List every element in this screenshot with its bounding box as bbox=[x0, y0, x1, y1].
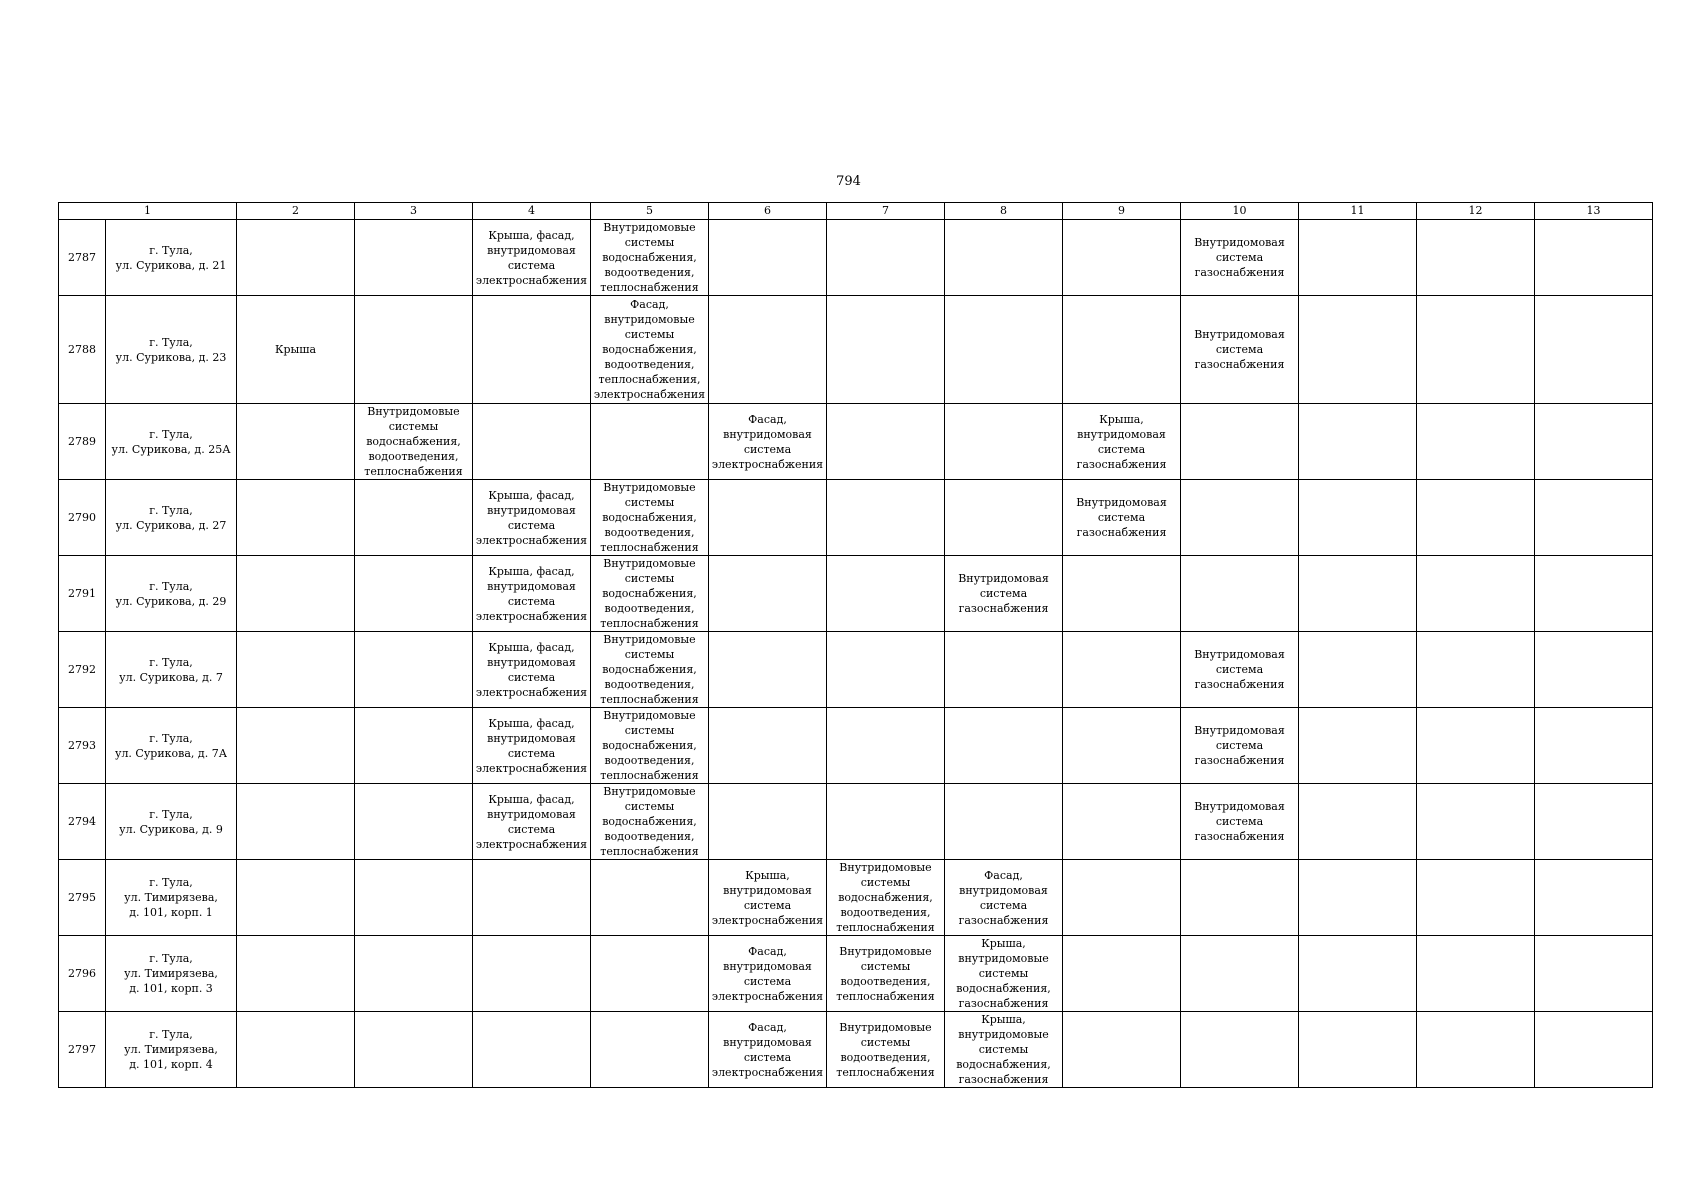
work-cell-col-10 bbox=[1181, 404, 1299, 480]
row-number: 2794 bbox=[59, 784, 106, 860]
address-cell bbox=[106, 784, 237, 860]
address-cell bbox=[106, 220, 237, 296]
work-cell-col-5: Внутридомовые системы водоснабжения, водоотведения, теплоснабжения bbox=[591, 556, 709, 632]
work-cell-col-6 bbox=[709, 480, 827, 556]
row-number: 2791 bbox=[59, 556, 106, 632]
address-line: д. 101, корп. 3 bbox=[129, 982, 213, 995]
work-cell-col-10: Внутридомовая система газоснабжения bbox=[1181, 784, 1299, 860]
work-cell-col-13 bbox=[1535, 784, 1653, 860]
address-line: ул. Сурикова, д. 29 bbox=[115, 594, 227, 608]
work-cell-col-3 bbox=[355, 708, 473, 784]
address-cell bbox=[106, 404, 237, 480]
column-header-10: 10 bbox=[1181, 203, 1299, 220]
work-cell-col-12 bbox=[1417, 860, 1535, 936]
work-cell-col-13 bbox=[1535, 632, 1653, 708]
address-line: г. Тула, bbox=[149, 335, 193, 349]
work-cell-col-2 bbox=[237, 936, 355, 1012]
table-row bbox=[59, 404, 1653, 480]
address-line: ул. Тимирязева, bbox=[124, 1043, 218, 1056]
work-cell-col-10: Внутридомовая система газоснабжения bbox=[1181, 296, 1299, 404]
work-cell-col-11 bbox=[1299, 480, 1417, 556]
address-line: г. Тула, bbox=[149, 579, 193, 593]
work-cell-col-2 bbox=[237, 404, 355, 480]
address-line: ул. Сурикова, д. 25А bbox=[111, 442, 231, 456]
work-cell-col-4: Крыша, фасад, внутридомовая система электроснабжения bbox=[473, 556, 591, 632]
row-number: 2788 bbox=[59, 296, 106, 404]
work-cell-col-9 bbox=[1063, 1012, 1181, 1088]
row-number: 2790 bbox=[59, 480, 106, 556]
work-cell-col-2 bbox=[237, 480, 355, 556]
work-cell-col-2: Крыша bbox=[237, 296, 355, 404]
work-cell-col-8 bbox=[945, 296, 1063, 404]
work-cell-col-6 bbox=[709, 632, 827, 708]
work-cell-col-11 bbox=[1299, 404, 1417, 480]
column-header-1: 1 bbox=[59, 203, 237, 220]
work-cell-col-13 bbox=[1535, 296, 1653, 404]
address-line: ул. Сурикова, д. 23 bbox=[115, 350, 227, 364]
work-cell-col-12 bbox=[1417, 480, 1535, 556]
address-line: д. 101, корп. 4 bbox=[129, 1058, 213, 1071]
work-cell-col-8 bbox=[945, 220, 1063, 296]
work-cell-col-9 bbox=[1063, 708, 1181, 784]
work-cell-col-5 bbox=[591, 404, 709, 480]
work-cell-col-13 bbox=[1535, 708, 1653, 784]
work-cell-col-6 bbox=[709, 220, 827, 296]
work-cell-col-4: Крыша, фасад, внутридомовая система электроснабжения bbox=[473, 632, 591, 708]
work-cell-col-7 bbox=[827, 404, 945, 480]
address-cell bbox=[106, 632, 237, 708]
work-cell-col-12 bbox=[1417, 632, 1535, 708]
address-line: ул. Тимирязева, bbox=[124, 967, 218, 980]
address-line: г. Тула, bbox=[149, 503, 193, 517]
work-cell-col-9: Крыша, внутридомовая система газоснабжения bbox=[1063, 404, 1181, 480]
address-line: г. Тула, bbox=[149, 427, 193, 441]
work-cell-col-8: Крыша, внутридомовые системы водоснабжения, газоснабжения bbox=[945, 936, 1063, 1012]
column-header-11: 11 bbox=[1299, 203, 1417, 220]
work-cell-col-6 bbox=[709, 708, 827, 784]
work-cell-col-3 bbox=[355, 220, 473, 296]
work-cell-col-11 bbox=[1299, 784, 1417, 860]
work-cell-col-11 bbox=[1299, 860, 1417, 936]
table-row bbox=[59, 480, 1653, 556]
work-cell-col-9 bbox=[1063, 296, 1181, 404]
work-cell-col-5: Внутридомовые системы водоснабжения, водоотведения, теплоснабжения bbox=[591, 784, 709, 860]
work-cell-col-7: Внутридомовые системы водоснабжения, водоотведения, теплоснабжения bbox=[827, 860, 945, 936]
address-cell bbox=[106, 708, 237, 784]
address-cell bbox=[106, 936, 237, 1012]
work-cell-col-4 bbox=[473, 1012, 591, 1088]
table-row bbox=[59, 220, 1653, 296]
table-row bbox=[59, 784, 1653, 860]
header-row bbox=[59, 203, 1653, 220]
work-cell-col-6 bbox=[709, 296, 827, 404]
work-cell-col-6: Крыша, внутридомовая система электроснабжения bbox=[709, 860, 827, 936]
address-line: ул. Сурикова, д. 7А bbox=[114, 746, 228, 760]
table-row bbox=[59, 632, 1653, 708]
row-number: 2792 bbox=[59, 632, 106, 708]
address-line: ул. Сурикова, д. 21 bbox=[115, 258, 227, 272]
address-line: г. Тула, bbox=[149, 243, 193, 257]
address-line: ул. Сурикова, д. 7 bbox=[119, 670, 223, 684]
work-cell-col-6: Фасад, внутридомовая система электроснабжения bbox=[709, 936, 827, 1012]
page-number: 794 bbox=[836, 174, 861, 189]
work-cell-col-10: Внутридомовая система газоснабжения bbox=[1181, 220, 1299, 296]
work-cell-col-10: Внутридомовая система газоснабжения bbox=[1181, 632, 1299, 708]
work-cell-col-2 bbox=[237, 784, 355, 860]
column-header-9: 9 bbox=[1063, 203, 1181, 220]
work-cell-col-11 bbox=[1299, 936, 1417, 1012]
work-cell-col-5: Внутридомовые системы водоснабжения, водоотведения, теплоснабжения bbox=[591, 708, 709, 784]
work-cell-col-2 bbox=[237, 708, 355, 784]
work-cell-col-3 bbox=[355, 936, 473, 1012]
work-cell-col-6 bbox=[709, 556, 827, 632]
work-cell-col-8 bbox=[945, 708, 1063, 784]
work-cell-col-13 bbox=[1535, 860, 1653, 936]
work-cell-col-5: Внутридомовые системы водоснабжения, водоотведения, теплоснабжения bbox=[591, 220, 709, 296]
work-cell-col-5: Внутридомовые системы водоснабжения, водоотведения, теплоснабжения bbox=[591, 480, 709, 556]
work-cell-col-7: Внутридомовые системы водоотведения, теплоснабжения bbox=[827, 1012, 945, 1088]
work-cell-col-12 bbox=[1417, 784, 1535, 860]
work-cell-col-10 bbox=[1181, 1012, 1299, 1088]
work-cell-col-7 bbox=[827, 480, 945, 556]
work-cell-col-3 bbox=[355, 480, 473, 556]
address-cell bbox=[106, 480, 237, 556]
work-cell-col-4: Крыша, фасад, внутридомовая система электроснабжения bbox=[473, 480, 591, 556]
table-row bbox=[59, 708, 1653, 784]
work-cell-col-12 bbox=[1417, 556, 1535, 632]
work-cell-col-12 bbox=[1417, 936, 1535, 1012]
work-cell-col-9: Внутридомовая система газоснабжения bbox=[1063, 480, 1181, 556]
column-header-6: 6 bbox=[709, 203, 827, 220]
work-cell-col-10 bbox=[1181, 556, 1299, 632]
work-cell-col-11 bbox=[1299, 1012, 1417, 1088]
work-cell-col-8 bbox=[945, 480, 1063, 556]
work-cell-col-11 bbox=[1299, 632, 1417, 708]
work-cell-col-11 bbox=[1299, 708, 1417, 784]
address-line: г. Тула, bbox=[149, 731, 193, 745]
work-cell-col-10: Внутридомовая система газоснабжения bbox=[1181, 708, 1299, 784]
work-cell-col-12 bbox=[1417, 1012, 1535, 1088]
work-cell-col-12 bbox=[1417, 708, 1535, 784]
work-cell-col-8 bbox=[945, 404, 1063, 480]
work-cell-col-9 bbox=[1063, 556, 1181, 632]
address-line: д. 101, корп. 1 bbox=[129, 906, 213, 919]
column-header-8: 8 bbox=[945, 203, 1063, 220]
work-cell-col-11 bbox=[1299, 296, 1417, 404]
work-cell-col-10 bbox=[1181, 860, 1299, 936]
table-body bbox=[59, 220, 1653, 1088]
address-cell bbox=[106, 1012, 237, 1088]
work-cell-col-5: Внутридомовые системы водоснабжения, водоотведения, теплоснабжения bbox=[591, 632, 709, 708]
table-row bbox=[59, 860, 1653, 936]
work-cell-col-3 bbox=[355, 632, 473, 708]
work-cell-col-3 bbox=[355, 860, 473, 936]
table-row bbox=[59, 296, 1653, 404]
work-cell-col-3 bbox=[355, 1012, 473, 1088]
schedule-table bbox=[58, 202, 1653, 1088]
work-cell-col-13 bbox=[1535, 480, 1653, 556]
work-cell-col-2 bbox=[237, 632, 355, 708]
address-line: г. Тула, bbox=[149, 655, 193, 669]
work-cell-col-13 bbox=[1535, 404, 1653, 480]
work-cell-col-9 bbox=[1063, 936, 1181, 1012]
column-header-2: 2 bbox=[237, 203, 355, 220]
work-cell-col-10 bbox=[1181, 936, 1299, 1012]
address-cell bbox=[106, 556, 237, 632]
work-cell-col-8 bbox=[945, 632, 1063, 708]
work-cell-col-5 bbox=[591, 1012, 709, 1088]
work-cell-col-7 bbox=[827, 296, 945, 404]
column-header-13: 13 bbox=[1535, 203, 1653, 220]
work-cell-col-13 bbox=[1535, 220, 1653, 296]
work-cell-col-10 bbox=[1181, 480, 1299, 556]
work-cell-col-7 bbox=[827, 556, 945, 632]
work-cell-col-5 bbox=[591, 860, 709, 936]
work-cell-col-4 bbox=[473, 296, 591, 404]
work-cell-col-8 bbox=[945, 784, 1063, 860]
work-cell-col-3: Внутридомовые системы водоснабжения, водоотведения, теплоснабжения bbox=[355, 404, 473, 480]
work-cell-col-7: Внутридомовые системы водоотведения, теплоснабжения bbox=[827, 936, 945, 1012]
work-cell-col-2 bbox=[237, 220, 355, 296]
column-header-4: 4 bbox=[473, 203, 591, 220]
address-line: ул. Сурикова, д. 9 bbox=[119, 822, 223, 836]
row-number: 2796 bbox=[59, 936, 106, 1012]
address-line: г. Тула, bbox=[149, 952, 193, 965]
work-cell-col-6: Фасад, внутридомовая система электроснабжения bbox=[709, 1012, 827, 1088]
work-cell-col-12 bbox=[1417, 220, 1535, 296]
work-cell-col-9 bbox=[1063, 860, 1181, 936]
column-header-5: 5 bbox=[591, 203, 709, 220]
address-line: ул. Сурикова, д. 27 bbox=[115, 518, 227, 532]
work-cell-col-2 bbox=[237, 1012, 355, 1088]
work-cell-col-12 bbox=[1417, 296, 1535, 404]
row-number: 2797 bbox=[59, 1012, 106, 1088]
work-cell-col-8: Внутридомовая система газоснабжения bbox=[945, 556, 1063, 632]
work-cell-col-4 bbox=[473, 860, 591, 936]
row-number: 2787 bbox=[59, 220, 106, 296]
work-cell-col-3 bbox=[355, 296, 473, 404]
work-cell-col-2 bbox=[237, 556, 355, 632]
work-cell-col-3 bbox=[355, 556, 473, 632]
row-number: 2793 bbox=[59, 708, 106, 784]
address-line: ул. Тимирязева, bbox=[124, 891, 218, 904]
work-cell-col-7 bbox=[827, 632, 945, 708]
work-cell-col-7 bbox=[827, 220, 945, 296]
work-cell-col-2 bbox=[237, 860, 355, 936]
work-cell-col-4: Крыша, фасад, внутридомовая система электроснабжения bbox=[473, 784, 591, 860]
work-cell-col-8: Фасад, внутридомовая система газоснабжения bbox=[945, 860, 1063, 936]
work-cell-col-3 bbox=[355, 784, 473, 860]
column-header-7: 7 bbox=[827, 203, 945, 220]
work-cell-col-9 bbox=[1063, 632, 1181, 708]
work-cell-col-13 bbox=[1535, 936, 1653, 1012]
work-cell-col-9 bbox=[1063, 784, 1181, 860]
table-row bbox=[59, 1012, 1653, 1088]
table-row bbox=[59, 556, 1653, 632]
work-cell-col-5: Фасад, внутридомовые системы водоснабжения, водоотведения, теплоснабжения, электроснабжения bbox=[591, 296, 709, 404]
work-cell-col-9 bbox=[1063, 220, 1181, 296]
work-cell-col-4 bbox=[473, 936, 591, 1012]
work-cell-col-5 bbox=[591, 936, 709, 1012]
work-cell-col-4 bbox=[473, 404, 591, 480]
row-number: 2795 bbox=[59, 860, 106, 936]
work-cell-col-13 bbox=[1535, 556, 1653, 632]
work-cell-col-7 bbox=[827, 708, 945, 784]
table-row bbox=[59, 936, 1653, 1012]
work-cell-col-4: Крыша, фасад, внутридомовая система электроснабжения bbox=[473, 220, 591, 296]
column-header-3: 3 bbox=[355, 203, 473, 220]
work-cell-col-7 bbox=[827, 784, 945, 860]
address-cell bbox=[106, 296, 237, 404]
work-cell-col-12 bbox=[1417, 404, 1535, 480]
work-cell-col-13 bbox=[1535, 1012, 1653, 1088]
work-cell-col-8: Крыша, внутридомовые системы водоснабжения, газоснабжения bbox=[945, 1012, 1063, 1088]
work-cell-col-11 bbox=[1299, 220, 1417, 296]
work-cell-col-4: Крыша, фасад, внутридомовая система электроснабжения bbox=[473, 708, 591, 784]
work-cell-col-6: Фасад, внутридомовая система электроснабжения bbox=[709, 404, 827, 480]
work-cell-col-11 bbox=[1299, 556, 1417, 632]
row-number: 2789 bbox=[59, 404, 106, 480]
address-line: г. Тула, bbox=[149, 876, 193, 889]
work-cell-col-6 bbox=[709, 784, 827, 860]
column-header-12: 12 bbox=[1417, 203, 1535, 220]
address-line: г. Тула, bbox=[149, 807, 193, 821]
address-cell bbox=[106, 860, 237, 936]
address-line: г. Тула, bbox=[149, 1028, 193, 1041]
